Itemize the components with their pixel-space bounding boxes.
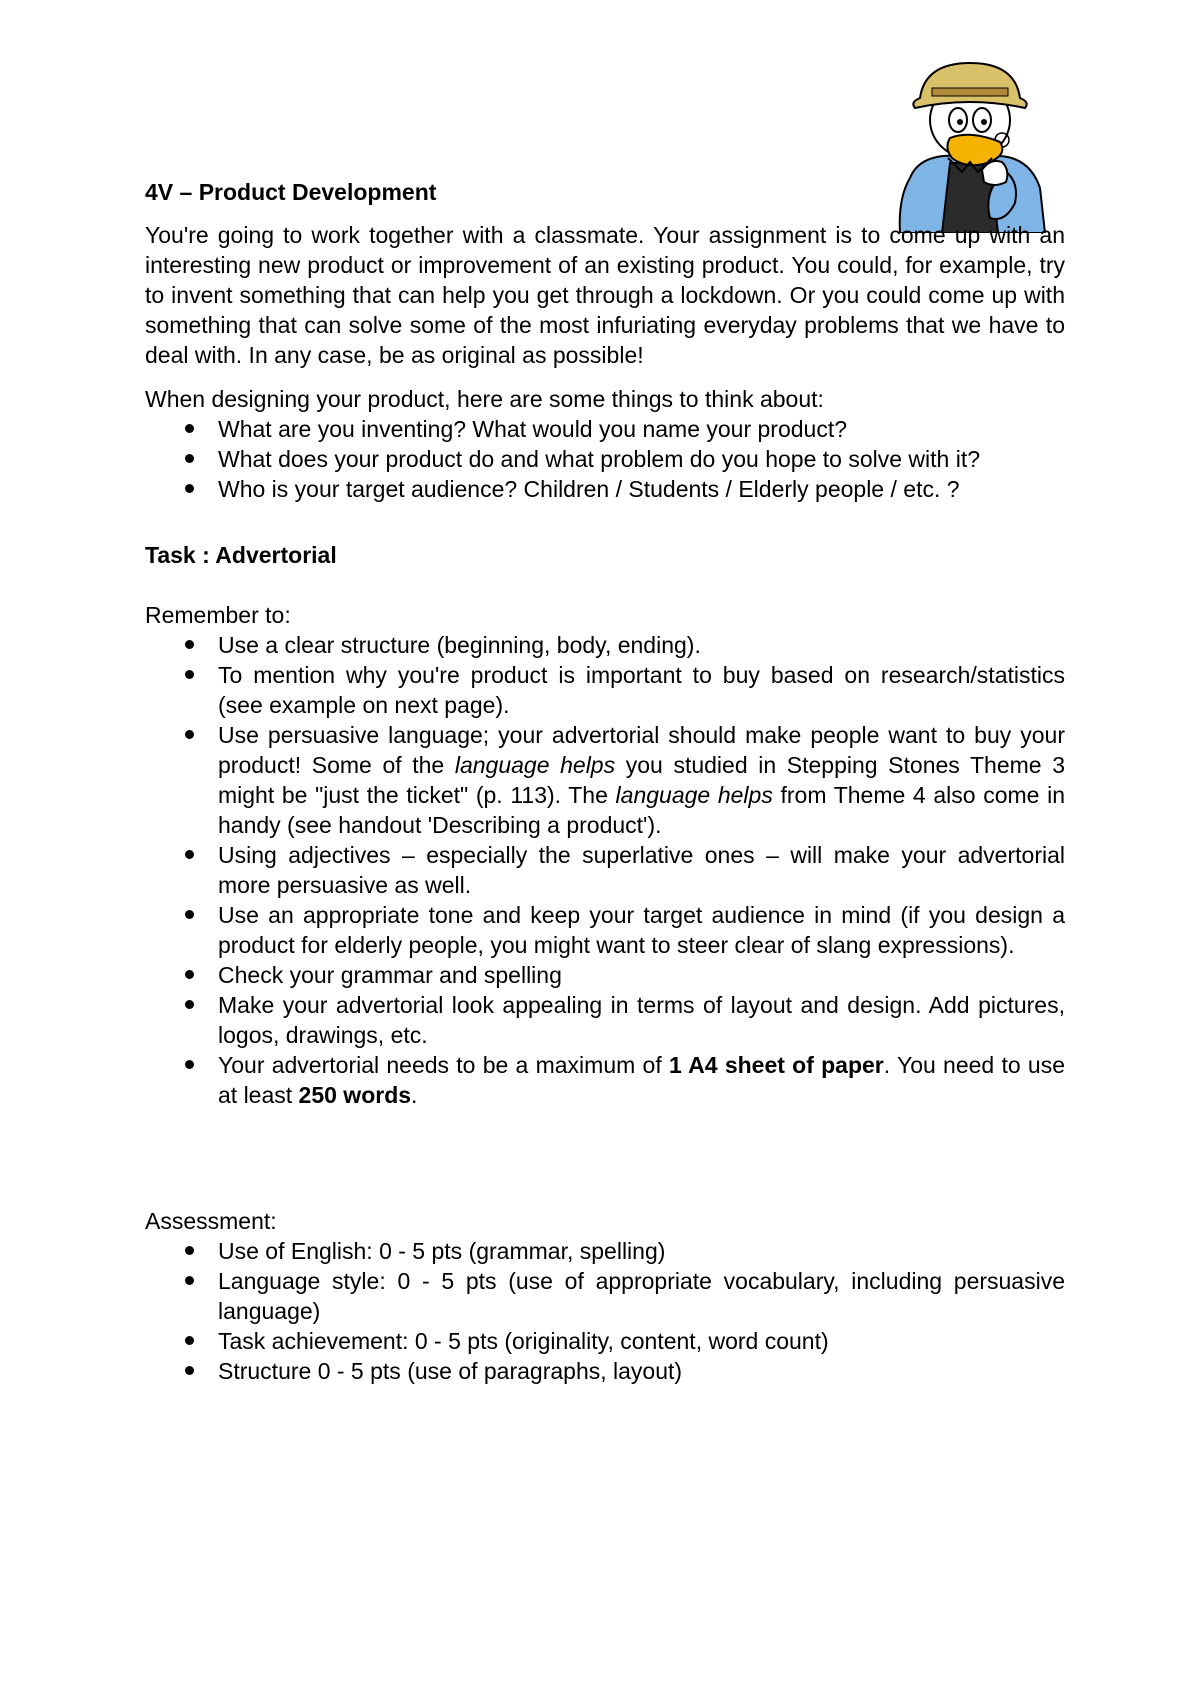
task-lead: Remember to:	[145, 602, 291, 628]
bullet-icon	[185, 1366, 194, 1375]
duck-mascot-illustration	[890, 58, 1050, 233]
list-item: To mention why you're product is important to buy based on research/statistics (see example on next page).	[145, 660, 1065, 720]
list-item: Use persuasive language; your advertorial should make people want to buy your product! Some of the language helps you studied in Stepping Stones Theme 3 might be "just the ticket" (p. 113). The language helps from Theme 4 also come in handy (see handout 'Describing a product').	[145, 720, 1065, 840]
bullet-icon	[185, 1276, 194, 1285]
design-list	[145, 414, 1065, 504]
bullet-icon	[185, 454, 194, 463]
list-item: Use an appropriate tone and keep your target audience in mind (if you design a product for elderly people, you might want to steer clear of slang expressions).	[145, 900, 1065, 960]
bullet-icon	[185, 484, 194, 493]
bullet-icon	[185, 640, 194, 649]
bullet-icon	[185, 1000, 194, 1009]
assessment-section	[145, 1206, 1065, 1386]
bullet-icon	[185, 970, 194, 979]
mascot-pupil-left	[957, 119, 963, 125]
bullet-icon	[185, 1060, 194, 1069]
bullet-icon	[185, 850, 194, 859]
bullet-icon	[185, 1336, 194, 1345]
task-heading: Task : Advertorial	[145, 542, 337, 568]
task-section	[145, 600, 1065, 1110]
assessment-lead: Assessment:	[145, 1208, 277, 1234]
list-item: Structure 0 - 5 pts (use of paragraphs, layout)	[145, 1356, 1065, 1386]
bullet-icon	[185, 910, 194, 919]
assessment-list	[145, 1236, 1065, 1386]
design-section	[145, 384, 1065, 504]
list-item: What are you inventing? What would you name your product?	[145, 414, 1065, 444]
list-item: Task achievement: 0 - 5 pts (originality, content, word count)	[145, 1326, 1065, 1356]
list-item: What does your product do and what problem do you hope to solve with it?	[145, 444, 1065, 474]
list-item: Check your grammar and spelling	[145, 960, 1065, 990]
bullet-icon	[185, 670, 194, 679]
list-item: Using adjectives – especially the superlative ones – will make your advertorial more persuasive as well.	[145, 840, 1065, 900]
list-item: Use a clear structure (beginning, body, ending).	[145, 630, 1065, 660]
list-item: Language style: 0 - 5 pts (use of appropriate vocabulary, including persuasive language)	[145, 1266, 1065, 1326]
list-item: Who is your target audience? Children / Students / Elderly people / etc. ?	[145, 474, 1065, 504]
design-lead: When designing your product, here are some things to think about:	[145, 386, 824, 412]
mascot-hat	[913, 63, 1026, 108]
page-title: 4V – Product Development	[145, 179, 437, 205]
list-item: Use of English: 0 - 5 pts (grammar, spelling)	[145, 1236, 1065, 1266]
mascot-pupil-right	[981, 119, 987, 125]
bullet-icon	[185, 730, 194, 739]
bullet-icon	[185, 424, 194, 433]
bullet-icon	[185, 1246, 194, 1255]
intro-paragraph: You're going to work together with a classmate. Your assignment is to come up with an interesting new product or improvement of an existing product. You could, for example, try to invent something that can help you get through a lockdown. Or you could come up with something that can solve some of the most infuriating everyday problems that we have to deal with. In any case, be as original as possible!	[145, 222, 1065, 368]
list-item: Your advertorial needs to be a maximum of 1 A4 sheet of paper. You need to use at least 250 words.	[145, 1050, 1065, 1110]
mascot-hat-band	[932, 88, 1008, 96]
list-item: Make your advertorial look appealing in terms of layout and design. Add pictures, logos, drawings, etc.	[145, 990, 1065, 1050]
task-list	[145, 630, 1065, 1110]
